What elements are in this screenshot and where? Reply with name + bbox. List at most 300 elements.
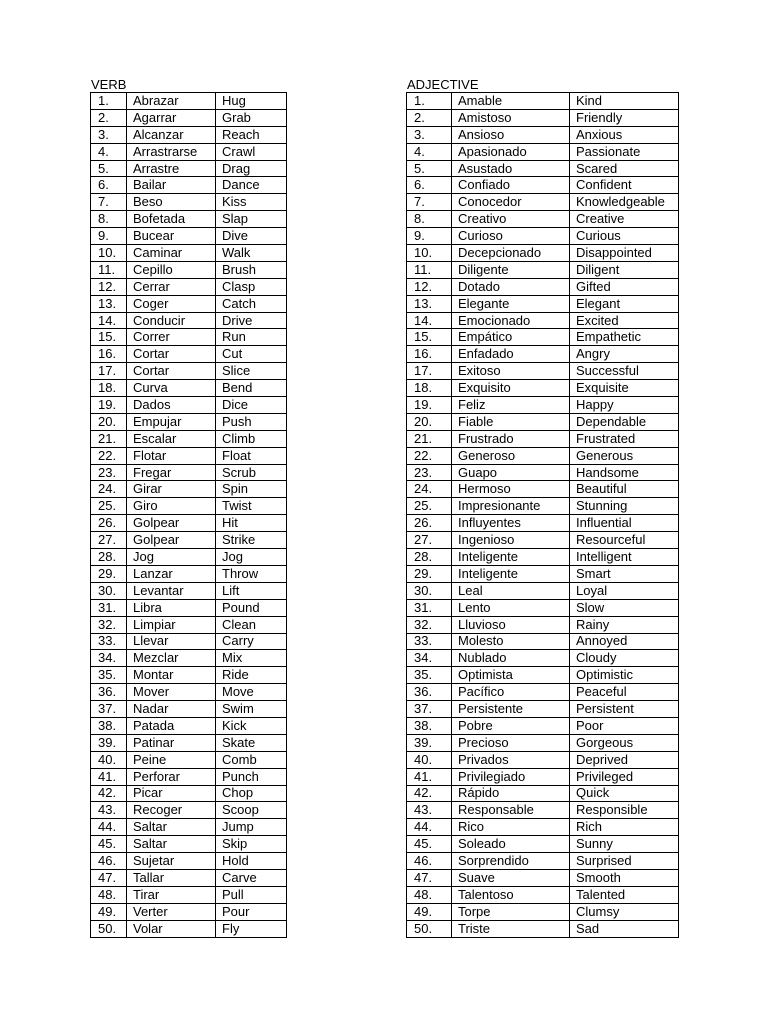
verb-table-row (91, 329, 287, 346)
spanish-word-cell: Influyentes (452, 515, 570, 532)
number-cell: 22. (91, 447, 127, 464)
adjective-table-row (407, 853, 679, 870)
english-word-cell: Elegant (570, 295, 679, 312)
english-word-cell: Scoop (216, 802, 287, 819)
number-cell: 27. (407, 532, 452, 549)
number-cell: 46. (407, 853, 452, 870)
number-cell: 1. (407, 93, 452, 110)
number-cell: 10. (407, 245, 452, 262)
english-word-cell: Hold (216, 853, 287, 870)
number-cell: 48. (91, 886, 127, 903)
number-cell: 23. (91, 464, 127, 481)
adjective-table-row (407, 160, 679, 177)
number-cell: 9. (91, 228, 127, 245)
english-word-cell: Angry (570, 346, 679, 363)
spanish-word-cell: Amistoso (452, 109, 570, 126)
adjective-table-row (407, 565, 679, 582)
adjective-table-row (407, 329, 679, 346)
verb-table-row (91, 228, 287, 245)
number-cell: 5. (407, 160, 452, 177)
spanish-word-cell: Abrazar (127, 93, 216, 110)
number-cell: 31. (407, 599, 452, 616)
english-word-cell: Jog (216, 549, 287, 566)
verb-table-row (91, 836, 287, 853)
spanish-word-cell: Escalar (127, 430, 216, 447)
spanish-word-cell: Correr (127, 329, 216, 346)
spanish-word-cell: Volar (127, 920, 216, 937)
spanish-word-cell: Bofetada (127, 211, 216, 228)
verb-table-row (91, 565, 287, 582)
spanish-word-cell: Beso (127, 194, 216, 211)
number-cell: 16. (407, 346, 452, 363)
english-word-cell: Stunning (570, 498, 679, 515)
adjective-table-row (407, 836, 679, 853)
verb-table-row (91, 599, 287, 616)
number-cell: 35. (91, 667, 127, 684)
verb-table-row (91, 582, 287, 599)
verb-table-row (91, 245, 287, 262)
verb-table-row (91, 701, 287, 718)
adjective-table-row (407, 751, 679, 768)
number-cell: 32. (407, 616, 452, 633)
english-word-cell: Mix (216, 650, 287, 667)
number-cell: 6. (91, 177, 127, 194)
english-word-cell: Friendly (570, 109, 679, 126)
english-word-cell: Jump (216, 819, 287, 836)
spanish-word-cell: Ansioso (452, 126, 570, 143)
number-cell: 44. (91, 819, 127, 836)
verb-table-row (91, 109, 287, 126)
spanish-word-cell: Limpiar (127, 616, 216, 633)
spanish-word-cell: Decepcionado (452, 245, 570, 262)
spanish-word-cell: Privados (452, 751, 570, 768)
verb-table-row (91, 684, 287, 701)
verb-table-row (91, 515, 287, 532)
verb-table-row (91, 93, 287, 110)
verb-table-row (91, 312, 287, 329)
verb-table-row (91, 734, 287, 751)
number-cell: 10. (91, 245, 127, 262)
adjective-table-row (407, 920, 679, 937)
english-word-cell: Influential (570, 515, 679, 532)
number-cell: 40. (407, 751, 452, 768)
english-word-cell: Disappointed (570, 245, 679, 262)
number-cell: 39. (407, 734, 452, 751)
number-cell: 17. (407, 363, 452, 380)
number-cell: 14. (407, 312, 452, 329)
number-cell: 45. (407, 836, 452, 853)
verb-table-row (91, 295, 287, 312)
verb-table-row (91, 413, 287, 430)
number-cell: 44. (407, 819, 452, 836)
spanish-word-cell: Exquisito (452, 380, 570, 397)
number-cell: 18. (407, 380, 452, 397)
number-cell: 3. (407, 126, 452, 143)
english-word-cell: Reach (216, 126, 287, 143)
spanish-word-cell: Inteligente (452, 565, 570, 582)
verb-table-row (91, 211, 287, 228)
english-word-cell: Catch (216, 295, 287, 312)
english-word-cell: Carry (216, 633, 287, 650)
spanish-word-cell: Privilegiado (452, 768, 570, 785)
number-cell: 8. (91, 211, 127, 228)
number-cell: 37. (91, 701, 127, 718)
number-cell: 26. (91, 515, 127, 532)
adjective-table-row (407, 515, 679, 532)
adjective-table-row (407, 701, 679, 718)
adjective-table-row (407, 616, 679, 633)
spanish-word-cell: Impresionante (452, 498, 570, 515)
english-word-cell: Swim (216, 701, 287, 718)
spanish-word-cell: Talentoso (452, 886, 570, 903)
adjective-table-row (407, 295, 679, 312)
spanish-word-cell: Saltar (127, 836, 216, 853)
number-cell: 14. (91, 312, 127, 329)
english-word-cell: Climb (216, 430, 287, 447)
english-word-cell: Drive (216, 312, 287, 329)
english-word-cell: Intelligent (570, 549, 679, 566)
number-cell: 47. (407, 869, 452, 886)
number-cell: 25. (407, 498, 452, 515)
number-cell: 19. (407, 397, 452, 414)
verb-table-row (91, 194, 287, 211)
english-word-cell: Dice (216, 397, 287, 414)
number-cell: 34. (407, 650, 452, 667)
english-word-cell: Lift (216, 582, 287, 599)
english-word-cell: Fly (216, 920, 287, 937)
spanish-word-cell: Llevar (127, 633, 216, 650)
spanish-word-cell: Golpear (127, 532, 216, 549)
verb-table-row (91, 920, 287, 937)
english-word-cell: Slap (216, 211, 287, 228)
verb-table-row (91, 346, 287, 363)
spanish-word-cell: Mezclar (127, 650, 216, 667)
verb-table-row (91, 430, 287, 447)
spanish-word-cell: Responsable (452, 802, 570, 819)
number-cell: 20. (407, 413, 452, 430)
spanish-word-cell: Cortar (127, 346, 216, 363)
number-cell: 42. (91, 785, 127, 802)
number-cell: 21. (91, 430, 127, 447)
adjective-table-row (407, 211, 679, 228)
spanish-word-cell: Persistente (452, 701, 570, 718)
verb-table-row (91, 143, 287, 160)
adjective-table-row (407, 447, 679, 464)
english-word-cell: Deprived (570, 751, 679, 768)
english-word-cell: Ride (216, 667, 287, 684)
spanish-word-cell: Feliz (452, 397, 570, 414)
english-word-cell: Spin (216, 481, 287, 498)
number-cell: 35. (407, 667, 452, 684)
english-word-cell: Throw (216, 565, 287, 582)
number-cell: 25. (91, 498, 127, 515)
adjective-table-row (407, 380, 679, 397)
spanish-word-cell: Girar (127, 481, 216, 498)
english-word-cell: Crawl (216, 143, 287, 160)
spanish-word-cell: Montar (127, 667, 216, 684)
spanish-word-cell: Saltar (127, 819, 216, 836)
number-cell: 33. (91, 633, 127, 650)
number-cell: 48. (407, 886, 452, 903)
adjective-table-row (407, 228, 679, 245)
spanish-word-cell: Verter (127, 903, 216, 920)
spanish-word-cell: Confiado (452, 177, 570, 194)
verb-table-row (91, 464, 287, 481)
spanish-word-cell: Asustado (452, 160, 570, 177)
verb-table-row (91, 819, 287, 836)
spanish-word-cell: Tallar (127, 869, 216, 886)
english-word-cell: Cloudy (570, 650, 679, 667)
spanish-word-cell: Flotar (127, 447, 216, 464)
number-cell: 46. (91, 853, 127, 870)
number-cell: 22. (407, 447, 452, 464)
spanish-word-cell: Lluvioso (452, 616, 570, 633)
english-word-cell: Scared (570, 160, 679, 177)
spanish-word-cell: Inteligente (452, 549, 570, 566)
spanish-word-cell: Exitoso (452, 363, 570, 380)
number-cell: 4. (91, 143, 127, 160)
adjective-table-row (407, 819, 679, 836)
number-cell: 2. (91, 109, 127, 126)
spanish-word-cell: Conocedor (452, 194, 570, 211)
english-word-cell: Clumsy (570, 903, 679, 920)
english-word-cell: Empathetic (570, 329, 679, 346)
english-word-cell: Successful (570, 363, 679, 380)
number-cell: 28. (91, 549, 127, 566)
english-word-cell: Sad (570, 920, 679, 937)
english-word-cell: Gifted (570, 278, 679, 295)
spanish-word-cell: Nublado (452, 650, 570, 667)
adjective-table-row (407, 363, 679, 380)
spanish-word-cell: Apasionado (452, 143, 570, 160)
english-word-cell: Persistent (570, 701, 679, 718)
spanish-word-cell: Generoso (452, 447, 570, 464)
adjective-table-row (407, 599, 679, 616)
verb-table-row (91, 363, 287, 380)
english-word-cell: Peaceful (570, 684, 679, 701)
english-word-cell: Slice (216, 363, 287, 380)
english-word-cell: Quick (570, 785, 679, 802)
english-word-cell: Float (216, 447, 287, 464)
english-word-cell: Comb (216, 751, 287, 768)
number-cell: 50. (407, 920, 452, 937)
english-word-cell: Carve (216, 869, 287, 886)
number-cell: 28. (407, 549, 452, 566)
verb-table-row (91, 802, 287, 819)
number-cell: 36. (91, 684, 127, 701)
verb-table-row (91, 549, 287, 566)
number-cell: 12. (91, 278, 127, 295)
number-cell: 45. (91, 836, 127, 853)
adjective-table-row (407, 498, 679, 515)
number-cell: 41. (407, 768, 452, 785)
number-cell: 47. (91, 869, 127, 886)
number-cell: 11. (91, 261, 127, 278)
number-cell: 4. (407, 143, 452, 160)
english-word-cell: Skip (216, 836, 287, 853)
english-word-cell: Skate (216, 734, 287, 751)
number-cell: 41. (91, 768, 127, 785)
adjective-table-row (407, 532, 679, 549)
adjective-table-row (407, 734, 679, 751)
english-word-cell: Gorgeous (570, 734, 679, 751)
number-cell: 43. (91, 802, 127, 819)
adjective-table-row (407, 768, 679, 785)
spanish-word-cell: Cepillo (127, 261, 216, 278)
english-word-cell: Bend (216, 380, 287, 397)
spanish-word-cell: Levantar (127, 582, 216, 599)
verb-table-row (91, 853, 287, 870)
spanish-word-cell: Patada (127, 717, 216, 734)
spanish-word-cell: Amable (452, 93, 570, 110)
spanish-word-cell: Giro (127, 498, 216, 515)
spanish-word-cell: Emocionado (452, 312, 570, 329)
spanish-word-cell: Lanzar (127, 565, 216, 582)
verb-table-row (91, 498, 287, 515)
english-word-cell: Responsible (570, 802, 679, 819)
number-cell: 16. (91, 346, 127, 363)
spanish-word-cell: Coger (127, 295, 216, 312)
spanish-word-cell: Suave (452, 869, 570, 886)
adjective-title: ADJECTIVE (407, 77, 479, 92)
english-word-cell: Rainy (570, 616, 679, 633)
number-cell: 17. (91, 363, 127, 380)
english-word-cell: Privileged (570, 768, 679, 785)
english-word-cell: Confident (570, 177, 679, 194)
spanish-word-cell: Ingenioso (452, 532, 570, 549)
adjective-table-row (407, 109, 679, 126)
verb-table-row (91, 447, 287, 464)
english-word-cell: Dive (216, 228, 287, 245)
spanish-word-cell: Triste (452, 920, 570, 937)
verb-table-row (91, 785, 287, 802)
english-word-cell: Push (216, 413, 287, 430)
number-cell: 13. (407, 295, 452, 312)
english-word-cell: Generous (570, 447, 679, 464)
number-cell: 29. (407, 565, 452, 582)
number-cell: 5. (91, 160, 127, 177)
number-cell: 38. (407, 717, 452, 734)
adjective-table-row (407, 633, 679, 650)
number-cell: 50. (91, 920, 127, 937)
adjective-table-row (407, 886, 679, 903)
english-word-cell: Twist (216, 498, 287, 515)
english-word-cell: Poor (570, 717, 679, 734)
spanish-word-cell: Enfadado (452, 346, 570, 363)
adjective-table-row (407, 464, 679, 481)
verb-table-row (91, 633, 287, 650)
spanish-word-cell: Cerrar (127, 278, 216, 295)
number-cell: 32. (91, 616, 127, 633)
english-word-cell: Rich (570, 819, 679, 836)
adjective-table-row (407, 684, 679, 701)
english-word-cell: Passionate (570, 143, 679, 160)
adjective-table-row (407, 667, 679, 684)
adjective-section (406, 78, 679, 938)
spanish-word-cell: Creativo (452, 211, 570, 228)
spanish-word-cell: Conducir (127, 312, 216, 329)
adjective-table-row (407, 650, 679, 667)
verb-section (90, 78, 287, 938)
adjective-table-row (407, 346, 679, 363)
spanish-word-cell: Rápido (452, 785, 570, 802)
number-cell: 21. (407, 430, 452, 447)
verb-table-row (91, 126, 287, 143)
english-word-cell: Kiss (216, 194, 287, 211)
spanish-word-cell: Rico (452, 819, 570, 836)
adjective-table-row (407, 194, 679, 211)
adjective-table-row (407, 430, 679, 447)
number-cell: 29. (91, 565, 127, 582)
english-word-cell: Curious (570, 228, 679, 245)
english-word-cell: Handsome (570, 464, 679, 481)
spanish-word-cell: Frustrado (452, 430, 570, 447)
number-cell: 36. (407, 684, 452, 701)
verb-table-row (91, 650, 287, 667)
english-word-cell: Smooth (570, 869, 679, 886)
spanish-word-cell: Precioso (452, 734, 570, 751)
verb-table-row (91, 869, 287, 886)
number-cell: 11. (407, 261, 452, 278)
number-cell: 38. (91, 717, 127, 734)
spanish-word-cell: Golpear (127, 515, 216, 532)
spanish-word-cell: Dados (127, 397, 216, 414)
english-word-cell: Hit (216, 515, 287, 532)
english-word-cell: Loyal (570, 582, 679, 599)
english-word-cell: Punch (216, 768, 287, 785)
english-word-cell: Surprised (570, 853, 679, 870)
number-cell: 6. (407, 177, 452, 194)
english-word-cell: Diligent (570, 261, 679, 278)
spanish-word-cell: Tirar (127, 886, 216, 903)
number-cell: 3. (91, 126, 127, 143)
adjective-table-row (407, 397, 679, 414)
english-word-cell: Optimistic (570, 667, 679, 684)
english-word-cell: Pour (216, 903, 287, 920)
english-word-cell: Slow (570, 599, 679, 616)
adjective-table-row (407, 245, 679, 262)
verb-table-row (91, 278, 287, 295)
verb-table-row (91, 903, 287, 920)
number-cell: 34. (91, 650, 127, 667)
english-word-cell: Smart (570, 565, 679, 582)
spanish-word-cell: Picar (127, 785, 216, 802)
spanish-word-cell: Curva (127, 380, 216, 397)
spanish-word-cell: Fregar (127, 464, 216, 481)
adjective-table-row (407, 802, 679, 819)
english-word-cell: Drag (216, 160, 287, 177)
spanish-word-cell: Mover (127, 684, 216, 701)
spanish-word-cell: Jog (127, 549, 216, 566)
english-word-cell: Grab (216, 109, 287, 126)
number-cell: 8. (407, 211, 452, 228)
spanish-word-cell: Fiable (452, 413, 570, 430)
verb-table-row (91, 532, 287, 549)
spanish-word-cell: Curioso (452, 228, 570, 245)
english-word-cell: Creative (570, 211, 679, 228)
english-word-cell: Clean (216, 616, 287, 633)
spanish-word-cell: Lento (452, 599, 570, 616)
adjective-table (406, 92, 679, 938)
english-word-cell: Anxious (570, 126, 679, 143)
english-word-cell: Sunny (570, 836, 679, 853)
spanish-word-cell: Libra (127, 599, 216, 616)
number-cell: 24. (91, 481, 127, 498)
spanish-word-cell: Patinar (127, 734, 216, 751)
spanish-word-cell: Empujar (127, 413, 216, 430)
spanish-word-cell: Torpe (452, 903, 570, 920)
adjective-table-row (407, 582, 679, 599)
